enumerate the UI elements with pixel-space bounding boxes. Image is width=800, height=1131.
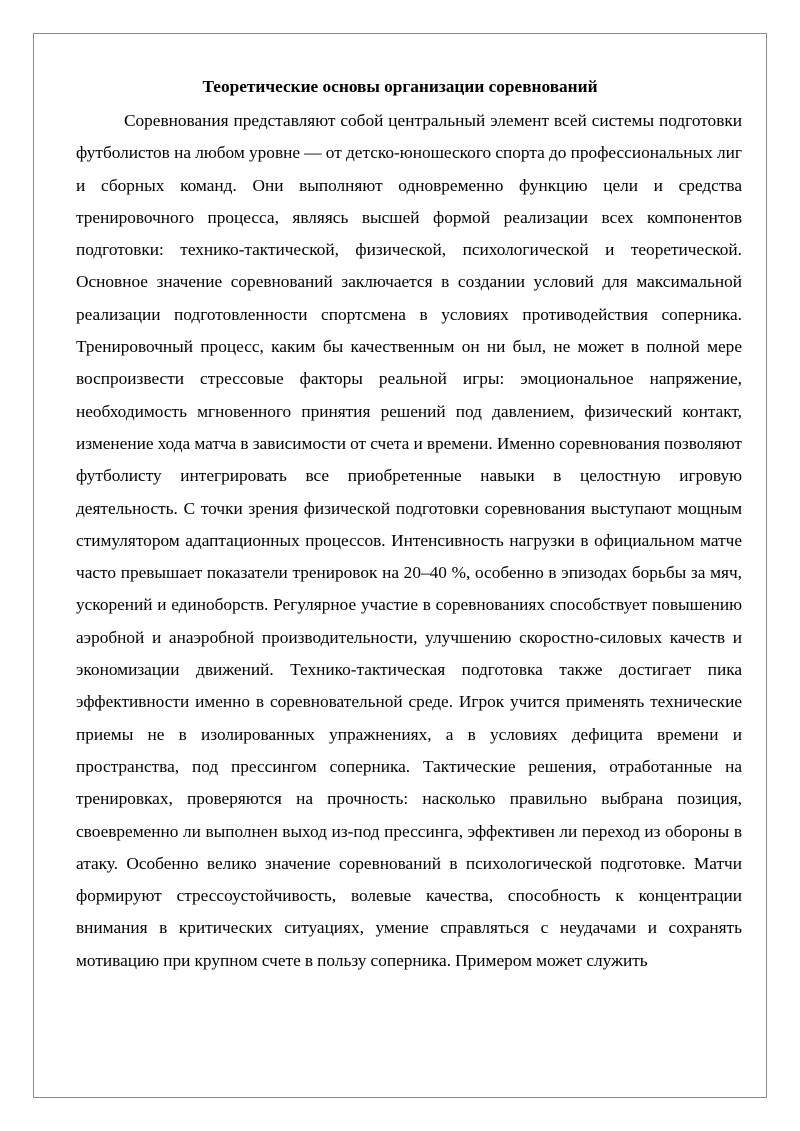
body-paragraph: Соревнования представляют собой центральный элемент всей системы подготовки футболистов на любом уровне — от детско-юношеского спорта до профессиональных лиг и сборных команд. Они выполняют одновременно функцию цели и средства тренировочного процесса, являясь высшей формой реализации всех компонентов подготовки: технико-тактической, физической, психологической и теоретической. Основное значение соревнований заключается в создании условий для максимальной реализации подготовленности спортсмена в условиях противодействия соперника. Тренировочный процесс, каким бы качественным он ни был, не может в полной мере воспроизвести стрессовые факторы реальной игры: эмоциональное напряжение, необходимость мгновенного принятия решений под давлением, физический контакт, изменение хода матча в зависимости от счета и времени. Именно соревнования позволяют футболисту интегрировать все приобретенные навыки в целостную игровую деятельность. С точки зрения физической подготовки соревнования выступают мощным стимулятором адаптационных процессов. Интенсивность нагрузки в официальном матче часто превышает показатели тренировок на 20–40 %, особенно в эпизодах борьбы за мяч, ускорений и единоборств. Регулярное участие в соревнованиях способствует повышению аэробной и анаэробной производительности, улучшению скоростно-силовых качеств и экономизации движений. Технико-тактическая подготовка также достигает пика эффективности именно в соревновательной среде. Игрок учится применять технические приемы не в изолированных упражнениях, а в условиях дефицита времени и пространства, под прессингом соперника. Тактические решения, отработанные на тренировках, проверяются на прочность: насколько правильно выбрана позиция, своевременно ли выполнен выход из-под прессинга, эффективен ли переход из обороны в атаку. Особенно велико значение соревнований в психологической подготовке. Матчи формируют стрессоустойчивость, волевые качества, способность к концентрации внимания в критических ситуациях, умение справляться с неудачами и сохранять мотивацию при крупном счете в пользу соперника. Примером может служить [76,111,742,970]
document-title: Теоретические основы организации соревнований [202,77,598,96]
